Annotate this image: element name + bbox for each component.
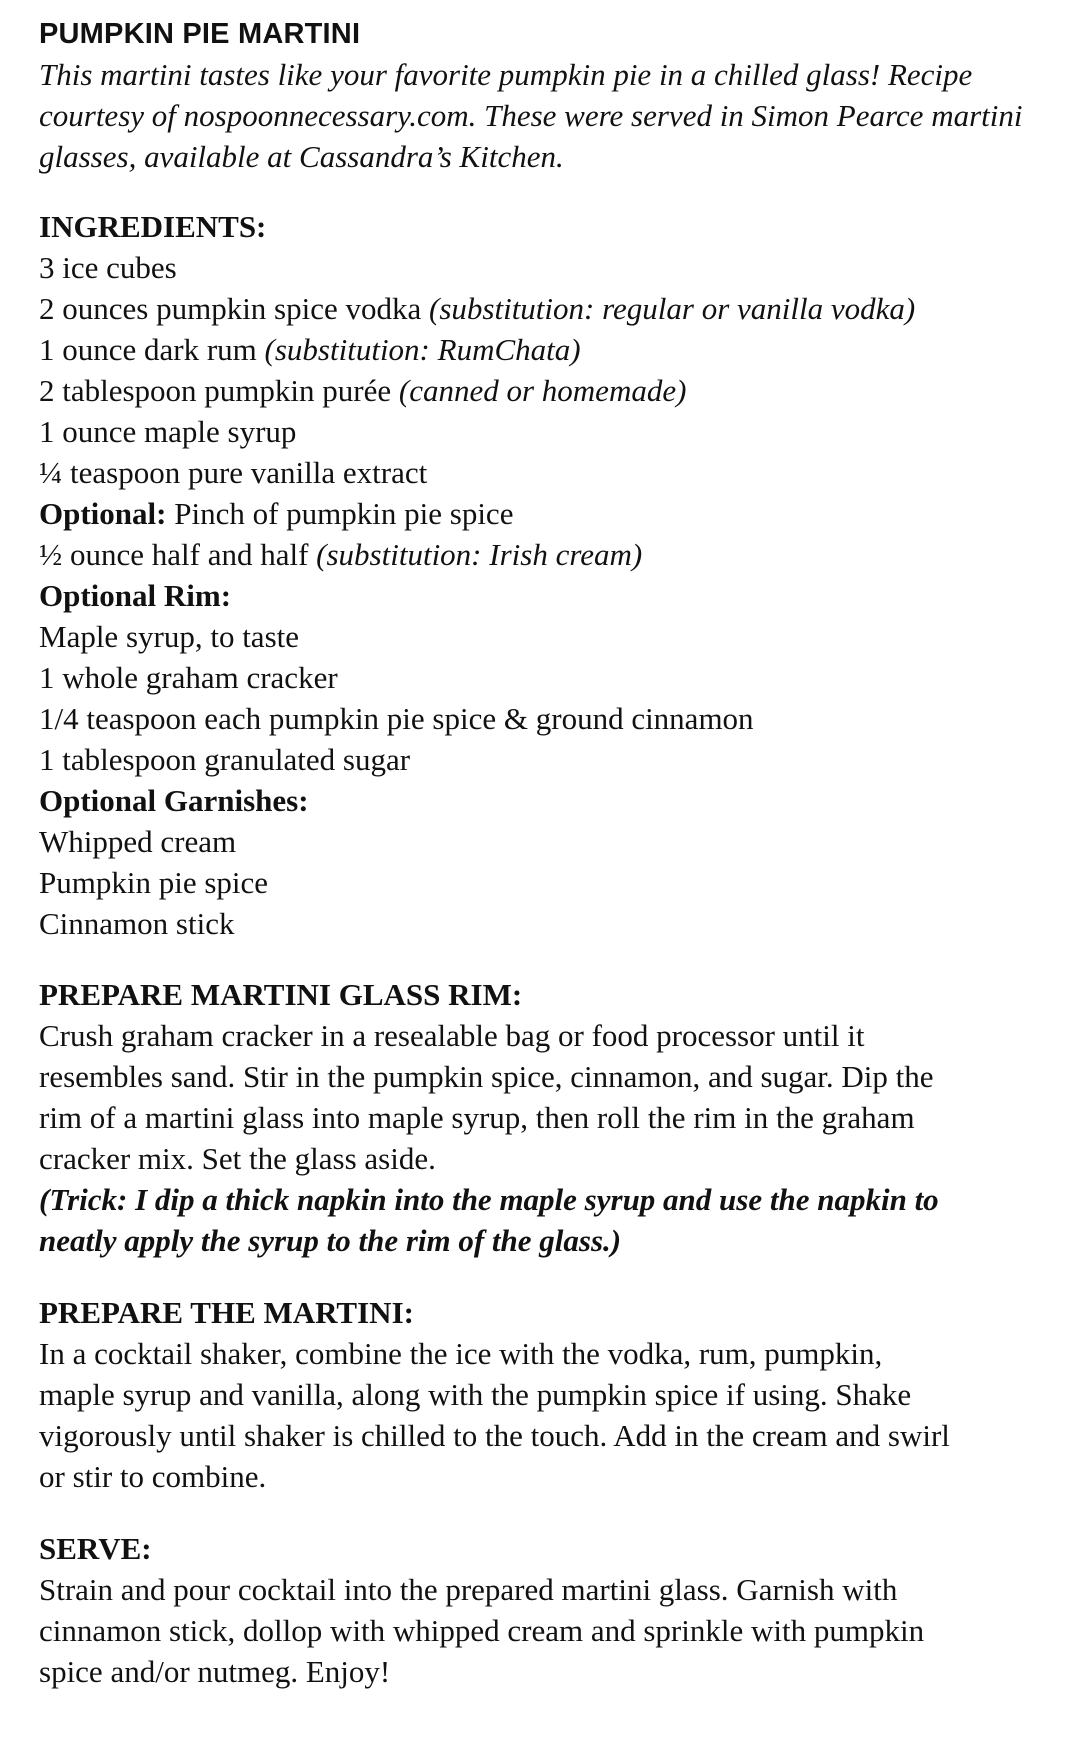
paragraph-line: cinnamon stick, dollop with whipped cream and sprinkle with pumpkin <box>39 1613 925 1648</box>
ingredient-text: 3 ice cubes <box>39 250 177 285</box>
prepare-martini-heading: PREPARE THE MARTINI: <box>39 1295 414 1330</box>
ingredient-text: 1 ounce maple syrup <box>39 414 297 449</box>
ingredient-text: 2 ounces pumpkin spice vodka <box>39 291 430 326</box>
prepare-rim-section <box>39 974 1039 1261</box>
ingredient-line <box>39 452 1039 493</box>
ingredient-text: 2 tablespoon pumpkin purée <box>39 373 399 408</box>
paragraph-line: maple syrup and vanilla, along with the pumpkin spice if using. Shake <box>39 1377 912 1412</box>
optional-label: Optional: <box>39 496 167 531</box>
ingredient-line <box>39 534 1039 575</box>
optional-line <box>39 493 1039 534</box>
ingredient-text: 1 ounce dark rum <box>39 332 265 367</box>
serve-heading: SERVE: <box>39 1531 152 1566</box>
ingredient-note: (substitution: Irish cream) <box>316 537 643 572</box>
paragraph-line: Crush graham cracker in a resealable bag or food processor until it <box>39 1018 865 1053</box>
paragraph-line: rim of a martini glass into maple syrup, then roll the rim in the graham <box>39 1100 915 1135</box>
ingredient-text: ¼ teaspoon pure vanilla extract <box>39 455 428 490</box>
paragraph-line: cracker mix. Set the glass aside. <box>39 1141 436 1176</box>
ingredients-heading: INGREDIENTS: <box>39 209 267 244</box>
paragraph-line: In a cocktail shaker, combine the ice with the vodka, rum, pumpkin, <box>39 1336 883 1371</box>
ingredient-line <box>39 288 1039 329</box>
trick-note-line: (Trick: I dip a thick napkin into the maple syrup and use the napkin to <box>39 1182 939 1217</box>
prepare-martini-section <box>39 1292 1039 1497</box>
rim-item: 1 tablespoon granulated sugar <box>39 742 411 777</box>
garnish-item: Pumpkin pie spice <box>39 865 269 900</box>
recipe-title: PUMPKIN PIE MARTINI <box>39 18 361 50</box>
paragraph-line: Strain and pour cocktail into the prepared martini glass. Garnish with <box>39 1572 898 1607</box>
ingredient-note: (substitution: RumChata) <box>264 332 581 367</box>
trick-note-line: neatly apply the syrup to the rim of the glass.) <box>39 1223 622 1258</box>
ingredient-text: ½ ounce half and half <box>39 537 317 572</box>
optional-text: Pinch of pumpkin pie spice <box>166 496 514 531</box>
ingredient-line <box>39 329 1039 370</box>
ingredient-line <box>39 247 1039 288</box>
ingredients-section <box>39 206 1039 944</box>
ingredient-note: (substitution: regular or vanilla vodka) <box>429 291 916 326</box>
garnish-heading: Optional Garnishes: <box>39 783 309 818</box>
garnish-item: Whipped cream <box>39 824 237 859</box>
ingredient-note: (canned or homemade) <box>398 373 687 408</box>
recipe-intro: This martini tastes like your favorite pumpkin pie in a chilled glass! Recipe courtesy of nospoonnecessary.com. These were served in Simon Pearce martini glasses, available at Cassandra’s Kitchen. <box>39 57 1023 174</box>
paragraph-line: or stir to combine. <box>39 1459 267 1494</box>
rim-heading: Optional Rim: <box>39 578 232 613</box>
paragraph-line: resembles sand. Stir in the pumpkin spice, cinnamon, and sugar. Dip the <box>39 1059 934 1094</box>
paragraph-line: vigorously until shaker is chilled to the touch. Add in the cream and swirl <box>39 1418 950 1453</box>
garnish-item: Cinnamon stick <box>39 906 235 941</box>
rim-item: 1 whole graham cracker <box>39 660 338 695</box>
ingredient-line <box>39 411 1039 452</box>
serve-section <box>39 1528 1039 1692</box>
paragraph-line: spice and/or nutmeg. Enjoy! <box>39 1654 391 1689</box>
ingredient-line <box>39 370 1039 411</box>
prepare-rim-heading: PREPARE MARTINI GLASS RIM: <box>39 977 523 1012</box>
rim-item: 1/4 teaspoon each pumpkin pie spice & ground cinnamon <box>39 701 754 736</box>
rim-item: Maple syrup, to taste <box>39 619 300 654</box>
recipe-page <box>39 14 1039 1692</box>
